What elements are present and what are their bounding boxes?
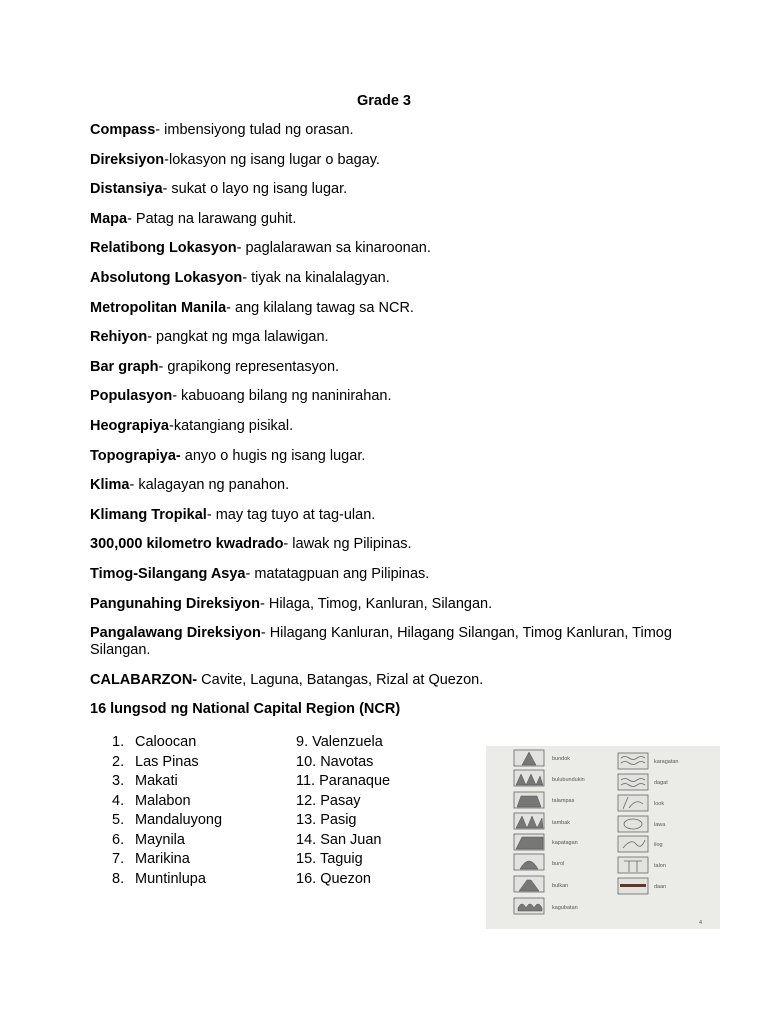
list-item (112, 753, 222, 773)
definition-text: - Patag na larawang guhit. (127, 210, 297, 227)
list-item (296, 831, 390, 851)
legend-label: daan (654, 884, 667, 890)
list-number: 6. (112, 831, 125, 848)
list-item (296, 753, 390, 773)
definition-term: Absolutong Lokasyon (90, 269, 243, 286)
definition-term: Rehiyon (90, 329, 148, 346)
city-list-right (296, 733, 390, 889)
definition-term: Mapa (90, 210, 128, 227)
legend-label: karagatan (654, 759, 679, 765)
list-item (112, 831, 222, 851)
legend-label: talon (654, 863, 666, 869)
definition-text: - matatagpuan ang Pilipinas. (245, 565, 430, 582)
definitions-list (90, 122, 690, 731)
legend-label: kagubatan (552, 905, 578, 911)
definition-term: CALABARZON- (90, 671, 198, 688)
list-number: 3. (112, 773, 125, 789)
list-item (112, 733, 222, 753)
list-number: 8. (112, 870, 125, 887)
city-name: Quezon (320, 870, 371, 887)
list-number: 2. (112, 753, 125, 770)
legend-label: tambak (552, 820, 571, 826)
city-name: Paranaque (319, 773, 391, 789)
list-item (296, 772, 390, 792)
list-number: 7. (112, 851, 125, 867)
definition-item (90, 300, 690, 317)
definition-item (90, 359, 690, 376)
ncr-heading: 16 lungsod ng National Capital Region (NCR) (90, 701, 401, 718)
road-icon (620, 884, 646, 887)
definition-item (90, 625, 690, 659)
city-name: Pasay (320, 792, 361, 809)
legend-label: bulubundukin (552, 777, 585, 783)
definition-item (90, 211, 690, 228)
city-name: Muntinlupa (135, 870, 206, 887)
plateau-icon (517, 796, 541, 807)
list-item (296, 850, 390, 870)
definition-text: - may tag tuyo at tag-ulan. (206, 506, 376, 523)
city-name: Mandaluyong (135, 812, 223, 828)
forest-icon (518, 904, 542, 911)
list-item (112, 792, 222, 812)
definition-text: anyo o hugis ng isang lugar. (180, 447, 366, 464)
definition-item (90, 270, 690, 287)
definition-text: - Hilagang Kanluran, Hilagang Silangan, Timog Kanluran, Timog Silangan. (90, 625, 672, 659)
city-name: Navotas (320, 753, 374, 770)
definition-item (90, 418, 690, 435)
definition-item (90, 388, 690, 405)
definition-term: Metropolitan Manila (90, 299, 227, 316)
definition-item (90, 152, 690, 169)
map-legend-photo (486, 746, 720, 929)
definition-item (90, 672, 690, 689)
definition-text: - tiyak na kinalalagyan. (242, 269, 390, 286)
definition-item (90, 122, 690, 139)
definition-term: Direksiyon (90, 151, 165, 168)
definition-text: Cavite, Laguna, Batangas, Rizal at Quezon. (197, 671, 484, 688)
city-name: Taguig (319, 851, 363, 867)
list-number: 9. (296, 734, 309, 750)
definition-item (90, 596, 690, 613)
list-number: 14. (296, 831, 317, 848)
definition-text: - kalagayan ng panahon. (129, 477, 290, 494)
definition-text: - grapikong representasyon. (158, 358, 340, 375)
legend-label: look (654, 801, 665, 807)
definition-term: Klima (90, 477, 130, 494)
list-number: 10. (296, 753, 317, 770)
definition-item (90, 181, 690, 198)
legend-label: lawa (654, 822, 666, 828)
city-list-left (112, 733, 222, 889)
definition-item (90, 240, 690, 257)
definition-term: Relatibong Lokasyon (90, 240, 237, 257)
list-item (112, 850, 222, 870)
definition-text: - paglalarawan sa kinaroonan. (236, 240, 431, 257)
list-item (296, 733, 390, 753)
city-name: Las Pinas (135, 753, 199, 770)
definition-text: - imbensiyong tulad ng orasan. (155, 122, 354, 138)
list-item (112, 811, 222, 831)
definition-text: - kabuoang bilang ng naninirahan. (172, 388, 392, 405)
city-name: Pasig (320, 812, 357, 828)
definition-text: -lokasyon ng isang lugar o bagay. (164, 151, 380, 168)
definition-term: 300,000 kilometro kwadrado (90, 536, 284, 553)
list-item (112, 870, 222, 890)
definition-text: - pangkat ng mga lalawigan. (147, 329, 329, 346)
legend-label: bulkan (552, 883, 569, 889)
definition-text: -katangiang pisikal. (168, 417, 294, 434)
definition-term: Timog-Silangang Asya (90, 565, 246, 582)
city-name: Malabon (135, 792, 191, 809)
definition-term: Populasyon (90, 388, 173, 405)
list-number: 4. (112, 792, 125, 809)
legend-label: dagat (654, 780, 668, 786)
definition-item (90, 566, 690, 583)
definition-text: - lawak ng Pilipinas. (283, 536, 412, 553)
list-number: 15. (296, 851, 317, 867)
legend-label: bundok (552, 756, 571, 762)
definition-term: Bar graph (90, 358, 159, 375)
list-number: 13. (296, 812, 317, 828)
legend-label: talampas (552, 798, 575, 804)
legend-label: ilog (654, 842, 663, 848)
city-name: Marikina (135, 851, 190, 867)
page-title: Grade 3 (357, 93, 411, 109)
legend-label: kapatagan (552, 840, 578, 846)
list-number: 12. (296, 792, 317, 809)
city-name: Makati (135, 773, 178, 789)
definition-item (90, 477, 690, 494)
legend-label: burol (552, 861, 565, 867)
list-item (296, 792, 390, 812)
list-number: 5. (112, 812, 125, 828)
definition-term: Compass (90, 122, 156, 138)
list-number: 16. (296, 870, 317, 887)
definition-item (90, 448, 690, 465)
list-number: 11. (296, 773, 316, 789)
definition-item (90, 507, 690, 524)
list-number: 1. (112, 734, 125, 750)
list-item (112, 772, 222, 792)
definition-term: Heograpiya (90, 417, 169, 434)
definition-text: - Hilaga, Timog, Kanluran, Silangan. (260, 595, 493, 612)
definition-term: Pangalawang Direksiyon (90, 625, 261, 642)
list-item (296, 811, 390, 831)
definition-term: Distansiya (90, 181, 163, 198)
definition-term: Pangunahing Direksiyon (90, 595, 260, 612)
city-name: Valenzuela (312, 734, 383, 750)
list-item (296, 870, 390, 890)
city-name: Maynila (135, 831, 185, 848)
definition-term: Klimang Tropikal (90, 506, 207, 523)
definition-item (90, 536, 690, 553)
city-name: Caloocan (135, 734, 197, 750)
definition-text: - ang kilalang tawag sa NCR. (226, 299, 414, 316)
city-name: San Juan (320, 831, 382, 848)
legend-page-number: 4 (699, 920, 703, 926)
definition-item (90, 329, 690, 346)
definition-term: Topograpiya- (90, 447, 181, 464)
definition-text: - sukat o layo ng isang lugar. (162, 181, 348, 198)
